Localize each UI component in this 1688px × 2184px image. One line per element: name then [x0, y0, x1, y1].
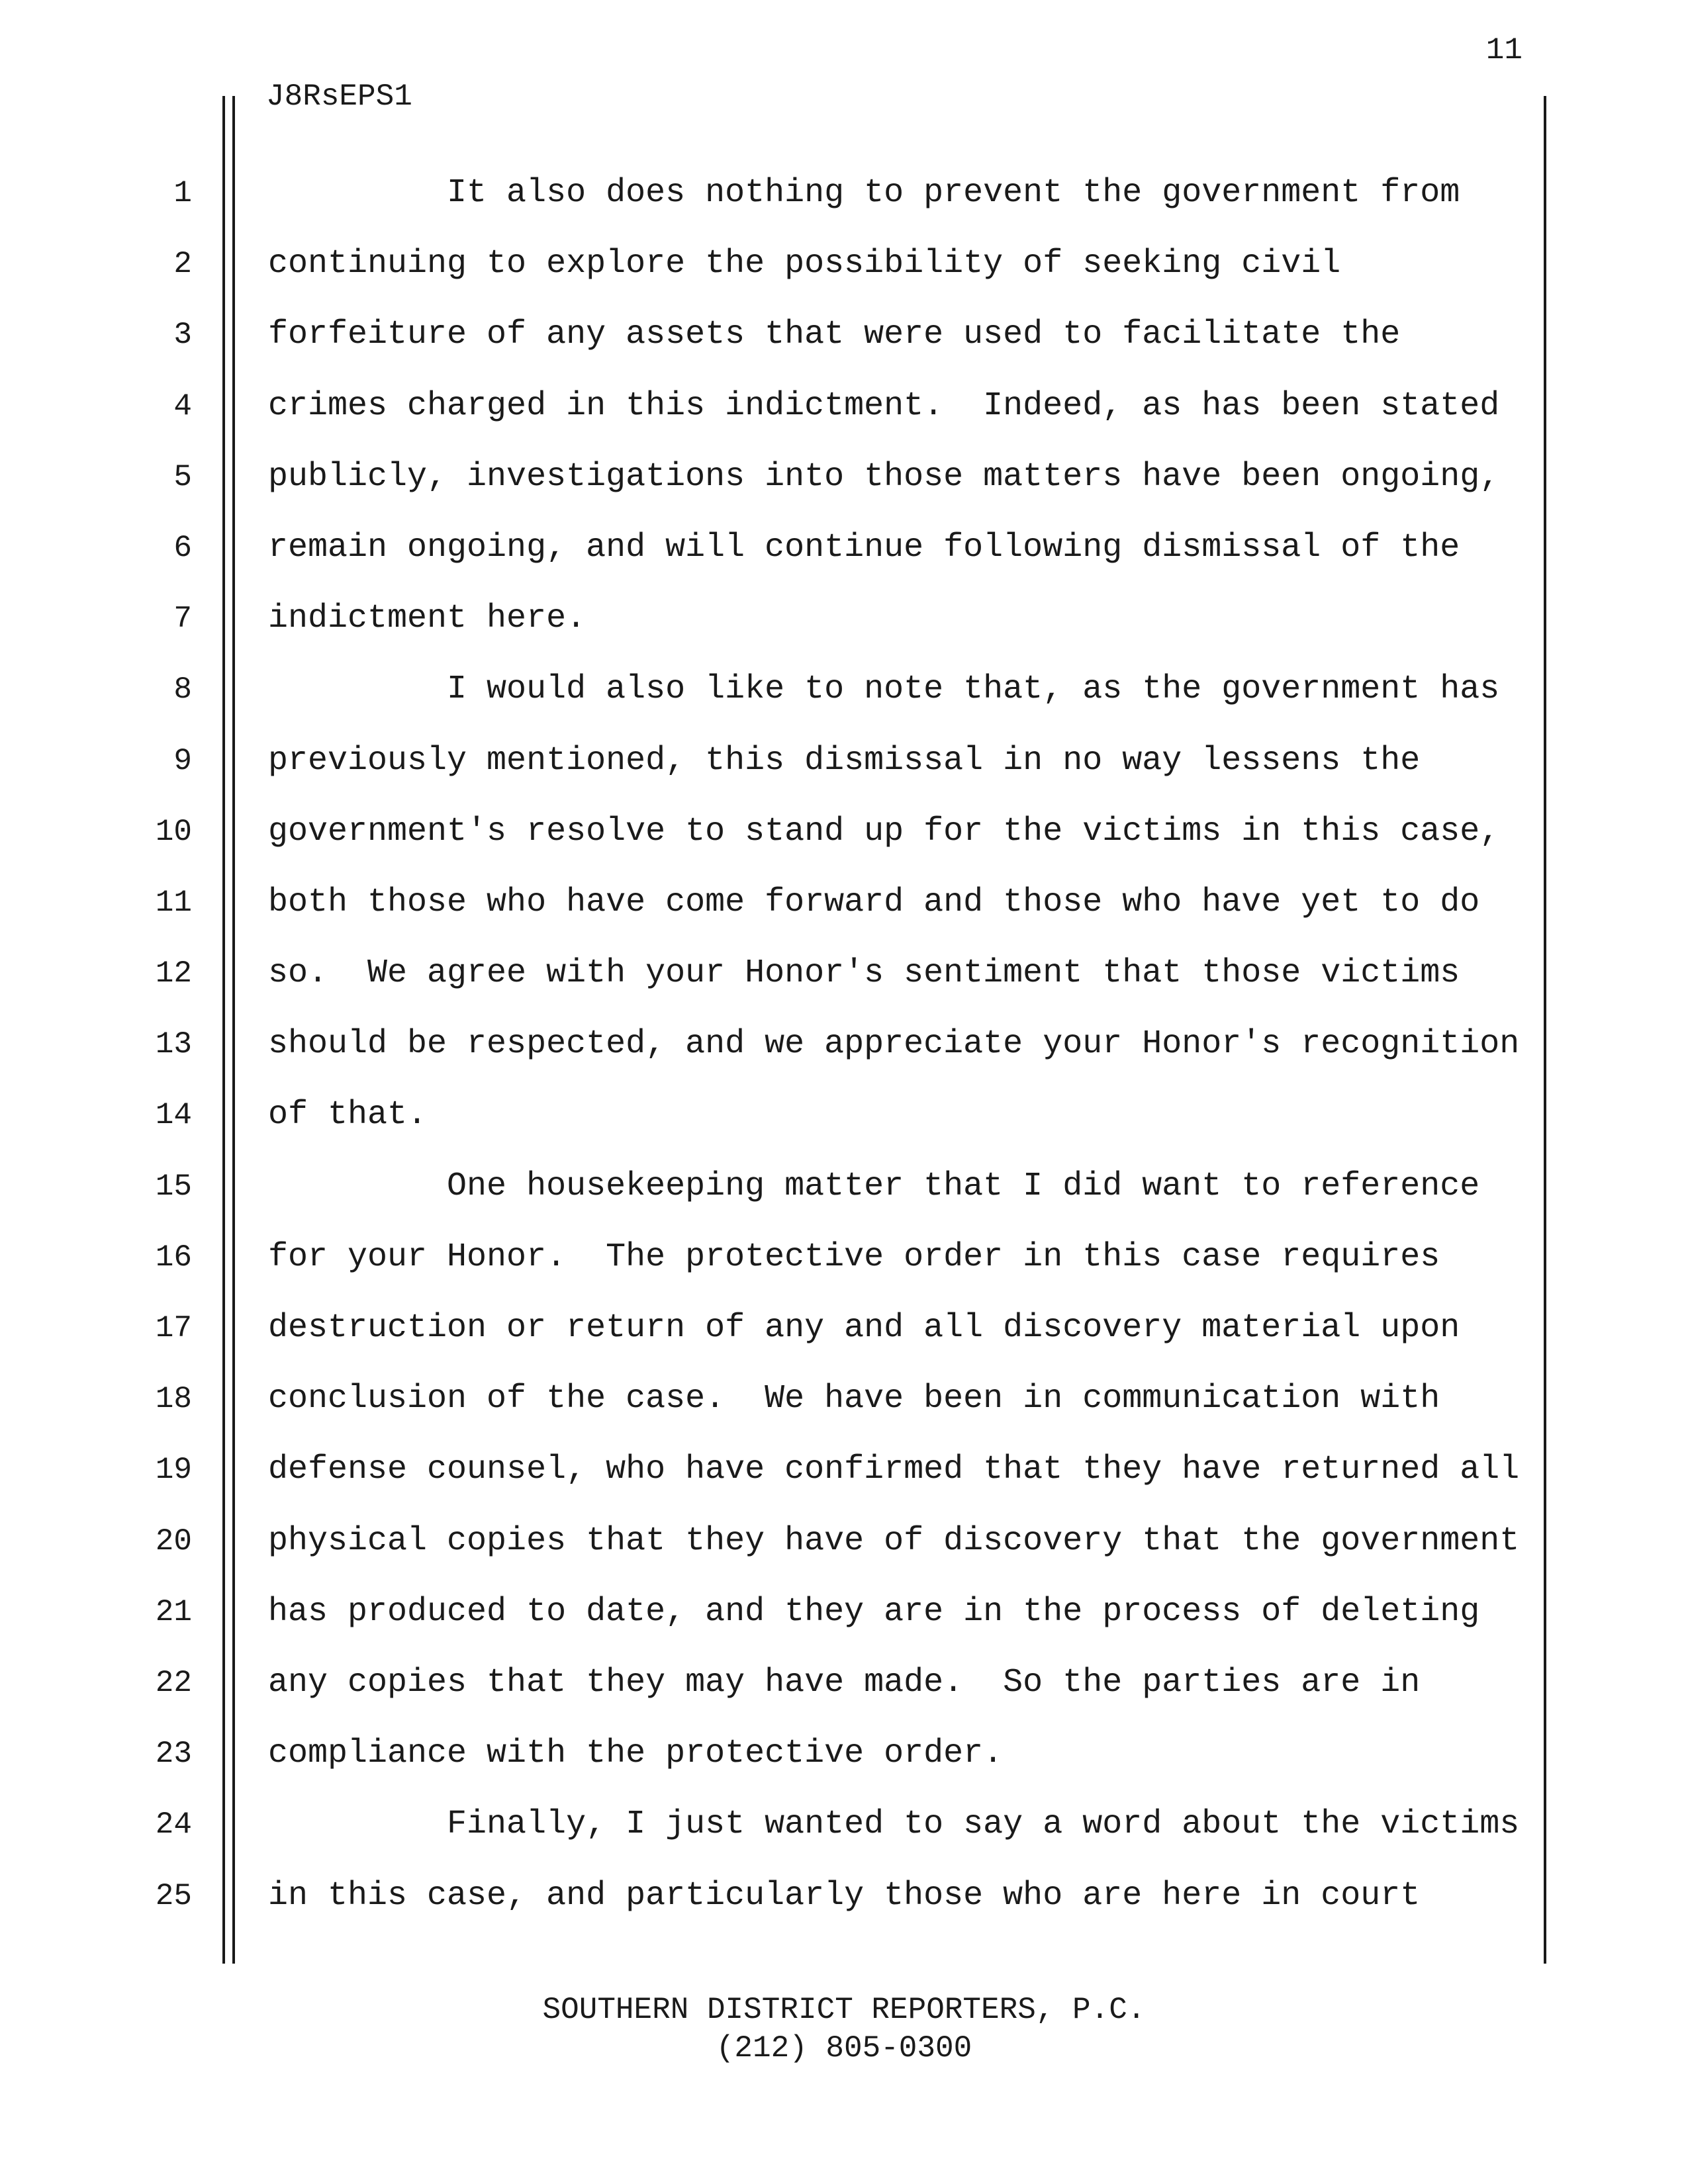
line-number: 8 — [173, 672, 192, 707]
line-text: both those who have come forward and those who have yet to do — [268, 883, 1480, 921]
line-number: 17 — [155, 1311, 192, 1345]
line-text: One housekeeping matter that I did want to reference — [268, 1167, 1480, 1205]
footer-phone: (212) 805-0300 — [716, 2031, 972, 2066]
line-number: 15 — [155, 1169, 192, 1204]
transcript-line — [0, 1308, 1688, 1379]
transcript-line — [0, 1450, 1688, 1521]
transcript-line — [0, 528, 1688, 599]
line-text: forfeiture of any assets that were used to facilitate the — [268, 316, 1401, 354]
transcript-line — [0, 1379, 1688, 1450]
transcript-line — [0, 599, 1688, 670]
page-number: 11 — [1485, 33, 1523, 68]
line-text: any copies that they may have made. So the parties are in — [268, 1663, 1421, 1702]
line-text: conclusion of the case. We have been in communication with — [268, 1380, 1440, 1418]
line-text: crimes charged in this indictment. Indeed, as has been stated — [268, 387, 1500, 425]
line-text: previously mentioned, this dismissal in no way lessens the — [268, 741, 1421, 780]
transcript-line — [0, 812, 1688, 883]
line-text: continuing to explore the possibility of seeking civil — [268, 245, 1341, 283]
line-text: remain ongoing, and will continue following dismissal of the — [268, 528, 1460, 567]
line-text: government's resolve to stand up for the victims in this case, — [268, 812, 1500, 850]
line-text: publicly, investigations into those matters have been ongoing, — [268, 457, 1500, 496]
transcript-line — [0, 173, 1688, 244]
line-number: 11 — [155, 885, 192, 920]
transcript-line — [0, 1592, 1688, 1663]
footer — [0, 1991, 1688, 2068]
line-text: destruction or return of any and all discovery material upon — [268, 1309, 1460, 1347]
line-number: 10 — [155, 814, 192, 849]
transcript-line — [0, 1167, 1688, 1238]
line-number: 25 — [155, 1878, 192, 1913]
line-number: 5 — [173, 459, 192, 494]
line-number: 2 — [173, 247, 192, 282]
line-text: It also does nothing to prevent the government from — [268, 174, 1460, 212]
line-number: 1 — [173, 176, 192, 210]
transcript-line — [0, 1805, 1688, 1876]
line-number: 21 — [155, 1594, 192, 1629]
transcript-line — [0, 315, 1688, 386]
line-text: of that. — [268, 1096, 428, 1134]
transcript-line — [0, 1876, 1688, 1947]
line-number: 19 — [155, 1453, 192, 1488]
line-number: 3 — [173, 318, 192, 353]
line-number: 7 — [173, 602, 192, 637]
transcript-line — [0, 244, 1688, 315]
transcript-line — [0, 1238, 1688, 1308]
transcript-lines — [0, 173, 1688, 1947]
line-number: 9 — [173, 743, 192, 778]
line-text: defense counsel, who have confirmed that they have returned all — [268, 1451, 1520, 1489]
line-number: 20 — [155, 1524, 192, 1559]
transcript-line — [0, 1095, 1688, 1166]
line-number: 13 — [155, 1027, 192, 1062]
transcript-line — [0, 670, 1688, 741]
transcript-line — [0, 1663, 1688, 1734]
line-number: 23 — [155, 1737, 192, 1772]
line-number: 4 — [173, 388, 192, 424]
line-text: physical copies that they have of discovery that the government — [268, 1522, 1520, 1560]
line-number: 6 — [173, 530, 192, 565]
line-number: 14 — [155, 1098, 192, 1133]
line-text: has produced to date, and they are in the process of deleting — [268, 1592, 1480, 1631]
line-text: for your Honor. The protective order in this case requires — [268, 1238, 1440, 1276]
transcript-line — [0, 457, 1688, 528]
transcript-line — [0, 741, 1688, 812]
line-number: 22 — [155, 1665, 192, 1700]
transcript-line — [0, 387, 1688, 457]
line-number: 24 — [155, 1807, 192, 1843]
line-number: 12 — [155, 956, 192, 991]
transcript-line — [0, 1734, 1688, 1805]
line-number: 18 — [155, 1382, 192, 1417]
case-code: J8RsEPS1 — [266, 79, 412, 114]
line-text: compliance with the protective order. — [268, 1735, 1004, 1773]
transcript-line — [0, 883, 1688, 954]
line-number: 16 — [155, 1240, 192, 1275]
line-text: should be respected, and we appreciate your Honor's recognition — [268, 1025, 1520, 1064]
transcript-line — [0, 954, 1688, 1024]
line-text: I would also like to note that, as the government has — [268, 670, 1500, 709]
line-text: Finally, I just wanted to say a word about the victims — [268, 1805, 1520, 1844]
footer-reporter: SOUTHERN DISTRICT REPORTERS, P.C. — [542, 1993, 1146, 2027]
line-text: in this case, and particularly those who are here in court — [268, 1876, 1421, 1915]
line-text: indictment here. — [268, 600, 586, 638]
transcript-line — [0, 1024, 1688, 1095]
line-text: so. We agree with your Honor's sentiment that those victims — [268, 954, 1460, 993]
transcript-line — [0, 1522, 1688, 1592]
